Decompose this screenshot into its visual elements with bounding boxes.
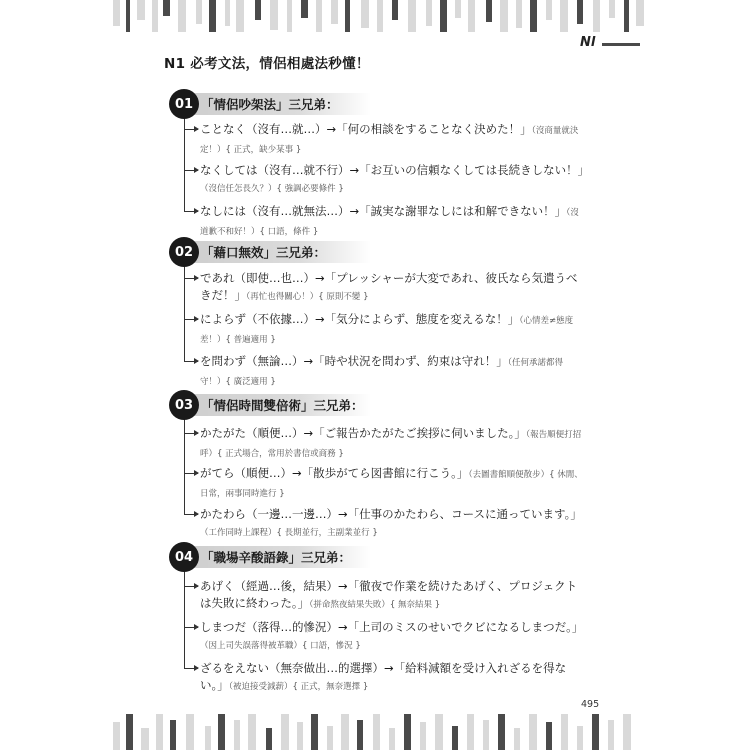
page-number: 495 bbox=[581, 699, 600, 710]
decorative-bar bbox=[113, 722, 120, 750]
entry-note: （沒商量就決定！）{ 正式，缺少某事 } bbox=[200, 126, 579, 155]
decorative-bar bbox=[420, 722, 426, 750]
decorative-bar bbox=[636, 0, 644, 26]
decorative-bar bbox=[205, 726, 211, 750]
decorative-bar bbox=[452, 726, 458, 750]
decorative-bar bbox=[287, 0, 292, 32]
decorative-bar bbox=[163, 0, 170, 16]
decorative-bar bbox=[331, 0, 338, 24]
arrow-icon bbox=[184, 211, 198, 212]
decorative-bar bbox=[141, 728, 149, 750]
decorative-bar bbox=[592, 714, 599, 750]
arrow-icon bbox=[184, 514, 198, 515]
entry-text: によらず（不依據…）→「気分によらず、態度を変えるな！」 bbox=[200, 312, 520, 326]
decorative-bar bbox=[546, 722, 552, 750]
decorative-bar bbox=[483, 720, 489, 750]
arrow-icon bbox=[184, 278, 198, 279]
entry-note: （任何承諾都得守！）{ 廣泛適用 } bbox=[200, 358, 563, 387]
decorative-bar bbox=[408, 0, 416, 32]
decorative-bar bbox=[361, 0, 369, 28]
decorative-bar bbox=[514, 728, 520, 750]
header-logo bbox=[580, 37, 640, 51]
entry-note: （被迫接受減薪）{ 正式，無奈選擇 } bbox=[228, 682, 369, 692]
decorative-bar bbox=[266, 728, 272, 750]
top-decorative-bars bbox=[0, 0, 750, 32]
decorative-bar bbox=[126, 0, 130, 32]
tree-line bbox=[184, 569, 185, 668]
section-title: 「職場辛酸語錄」三兄弟： bbox=[201, 550, 352, 565]
arrow-icon bbox=[184, 668, 198, 669]
section-03 bbox=[165, 391, 585, 538]
entry-text: なくしては（沒有…就不行）→「お互いの信頼なくしては長続きしない！」 bbox=[200, 163, 590, 177]
decorative-bar bbox=[297, 722, 303, 750]
tree-line bbox=[184, 417, 185, 514]
decorative-bar bbox=[608, 720, 614, 750]
arrow-icon bbox=[184, 361, 198, 362]
entry-text: かたわら（一邊…一邊…）→「仕事のかたわら、コースに通っています。」 bbox=[200, 507, 582, 521]
decorative-bar bbox=[426, 0, 432, 26]
decorative-bar bbox=[316, 0, 322, 32]
entry-note: （沒道歉不和好！）{ 口語，條件 } bbox=[200, 208, 579, 237]
entry-note: （報告順便打招呼）{ 正式場合，常用於書信或商務 } bbox=[200, 430, 582, 459]
decorative-bar bbox=[435, 714, 443, 750]
entry-text: ことなく（沒有…就…）→「何の相談をすることなく決めた！」 bbox=[200, 122, 532, 136]
decorative-bar bbox=[560, 0, 568, 32]
decorative-bar bbox=[404, 714, 411, 750]
decorative-bar bbox=[225, 0, 230, 26]
decorative-bar bbox=[455, 0, 461, 18]
decorative-bar bbox=[196, 0, 202, 24]
decorative-bar bbox=[392, 0, 398, 20]
section-title: 「情侶時間雙倍術」三兄弟： bbox=[201, 398, 364, 413]
decorative-bar bbox=[218, 714, 225, 750]
decorative-bar bbox=[156, 714, 163, 750]
decorative-bar bbox=[236, 0, 244, 32]
decorative-bar bbox=[623, 714, 631, 750]
decorative-bar bbox=[486, 0, 492, 22]
tree-line bbox=[184, 116, 185, 211]
decorative-bar bbox=[152, 0, 158, 32]
entry-text: なしには（沒有…就無法…）→「誠実な謝罪なしには和解できない！」 bbox=[200, 204, 567, 218]
section-header bbox=[165, 391, 585, 417]
section-title: 「藉口無效」三兄弟： bbox=[201, 245, 327, 260]
decorative-bar bbox=[234, 720, 240, 750]
entry-note: （去圖書館順便散步）{ 休閒、日常，兩事同時進行 } bbox=[200, 470, 583, 499]
section-01 bbox=[165, 90, 590, 237]
arrow-icon bbox=[184, 319, 198, 320]
decorative-bar bbox=[498, 714, 505, 750]
decorative-bar bbox=[624, 0, 629, 32]
decorative-bar bbox=[577, 726, 583, 750]
decorative-bar bbox=[281, 714, 289, 750]
entry-text: を問わず（無論…）→「時や状況を問わず、約束は守れ！」 bbox=[200, 354, 508, 368]
decorative-bar bbox=[389, 728, 395, 750]
entry-note: （因上司失誤落得被革職）{ 口語，慘況 } bbox=[200, 641, 361, 651]
decorative-bar bbox=[500, 0, 508, 32]
decorative-bar bbox=[113, 0, 120, 26]
decorative-bar bbox=[440, 0, 447, 32]
section-number-badge: 04 bbox=[169, 542, 199, 572]
decorative-bar bbox=[577, 0, 583, 24]
logo-line bbox=[602, 43, 640, 46]
decorative-bar bbox=[546, 0, 552, 20]
section-number-badge: 02 bbox=[169, 237, 199, 267]
section-number-badge: 01 bbox=[169, 89, 199, 119]
entry-note: （沒信任怎長久？）{ 強調必要條件 } bbox=[200, 184, 344, 194]
decorative-bar bbox=[341, 714, 349, 750]
section-04 bbox=[165, 543, 585, 692]
entry-note: （心情差≠態度差！）{ 普遍適用 } bbox=[200, 316, 574, 345]
section-header bbox=[165, 543, 585, 569]
arrow-icon bbox=[184, 129, 198, 130]
entry-text: あげく（經過…後，結果）→「徹夜で作業を続けたあげく、プロジェクトは失敗に終わった。」 bbox=[200, 579, 578, 610]
section-header bbox=[165, 90, 585, 116]
section-number-badge: 03 bbox=[169, 390, 199, 420]
arrow-icon bbox=[184, 627, 198, 628]
decorative-bar bbox=[609, 0, 615, 18]
decorative-bar bbox=[137, 0, 145, 20]
entry-text: がてら（順便…）→「散歩がてら図書館に行こう。」 bbox=[200, 466, 469, 480]
entry-text: かたがた（順便…）→「ご報告かたがたご挨拶に伺いました。」 bbox=[200, 426, 526, 440]
decorative-bar bbox=[311, 714, 318, 750]
arrow-icon bbox=[184, 170, 198, 171]
decorative-bar bbox=[327, 726, 333, 750]
decorative-bar bbox=[516, 0, 522, 28]
entry-text: であれ（即使…也…）→「プレッシャーが大変であれ、彼氏なら気遣うべきだ！」 bbox=[200, 271, 578, 302]
decorative-bar bbox=[529, 714, 537, 750]
decorative-bar bbox=[170, 720, 176, 750]
section-02 bbox=[165, 238, 585, 387]
entry-text: ざるをえない（無奈做出…的選擇）→「給料減額を受け入れざるを得ない。」 bbox=[200, 661, 567, 692]
decorative-bar bbox=[377, 0, 383, 32]
decorative-bar bbox=[270, 0, 278, 30]
decorative-bar bbox=[357, 720, 363, 750]
page-title: N1 必考文法，情侶相處法秒懂！ bbox=[164, 56, 370, 72]
decorative-bar bbox=[373, 714, 380, 750]
arrow-icon bbox=[184, 433, 198, 434]
decorative-bar bbox=[209, 0, 216, 32]
decorative-bar bbox=[126, 714, 133, 750]
decorative-bar bbox=[301, 0, 308, 18]
decorative-bar bbox=[561, 714, 568, 750]
bottom-decorative-bars bbox=[0, 714, 750, 750]
decorative-bar bbox=[468, 0, 475, 32]
decorative-bar bbox=[255, 0, 261, 20]
decorative-bar bbox=[186, 714, 194, 750]
decorative-bar bbox=[530, 0, 537, 32]
logo-text: Nl bbox=[580, 35, 596, 50]
decorative-bar bbox=[467, 714, 474, 750]
decorative-bar bbox=[178, 0, 186, 32]
section-title: 「情侶吵架法」三兄弟： bbox=[201, 97, 339, 112]
arrow-icon bbox=[184, 473, 198, 474]
decorative-bar bbox=[345, 0, 350, 32]
entry-text: しまつだ（落得…的慘況）→「上司のミスのせいでクビになるしまつだ。」 bbox=[200, 620, 584, 634]
section-header bbox=[165, 238, 585, 264]
entry-note: （拼命熬夜結果失敗）{ 無奈結果 } bbox=[309, 600, 441, 610]
arrow-icon bbox=[184, 586, 198, 587]
entry-note: （再忙也得關心！）{ 原則不變 } bbox=[246, 292, 369, 302]
entry-note: （工作同時上課程）{ 長期並行，主副業並行 } bbox=[200, 528, 378, 538]
decorative-bar bbox=[248, 714, 256, 750]
decorative-bar bbox=[593, 0, 600, 32]
